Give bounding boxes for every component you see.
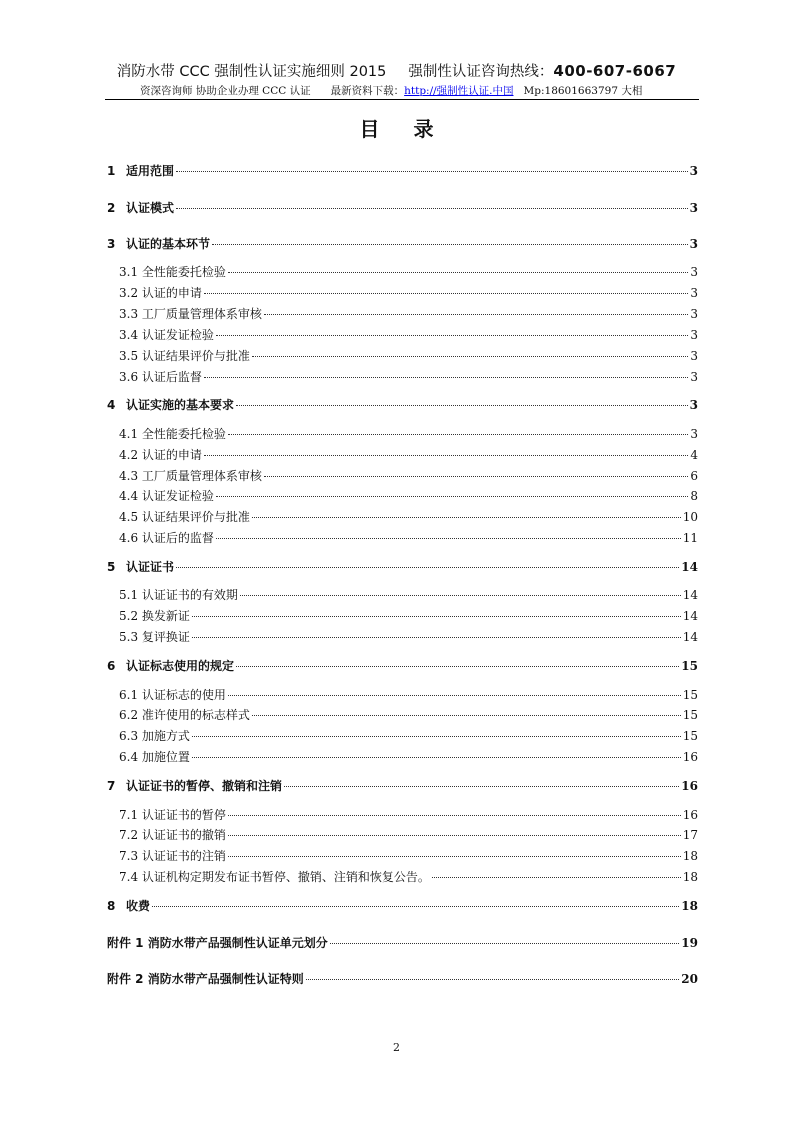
toc-subentry[interactable]: 3.1 全性能委托检验 3: [119, 265, 698, 279]
toc-subentry[interactable]: 3.5 认证结果评价与批准 3: [119, 349, 698, 363]
consultant-note: 资深咨询师 协助企业办理 CCC 认证: [140, 85, 311, 97]
toc-subentry[interactable]: 7.2 认证证书的撤销 17: [119, 828, 698, 842]
hotline-label: 强制性认证咨询热线：: [408, 64, 554, 80]
toc-subentry[interactable]: 4.1 全性能委托检验 3: [119, 427, 698, 441]
toc-entry[interactable]: 2 认证模式 3: [107, 201, 698, 215]
toc-subentry[interactable]: 6.4 加施位置 16: [119, 750, 698, 764]
download-label: 最新资料下载：: [330, 85, 405, 97]
toc-entry[interactable]: 3 认证的基本环节 3: [107, 237, 698, 251]
toc-subentry[interactable]: 4.5 认证结果评价与批准 10: [119, 510, 698, 524]
toc-subentry[interactable]: 4.6 认证后的监督 11: [119, 531, 698, 545]
toc-subentry[interactable]: 5.1 认证证书的有效期 14: [119, 588, 698, 602]
toc-entry[interactable]: 6 认证标志使用的规定 15: [107, 659, 698, 673]
toc-entry[interactable]: 4 认证实施的基本要求 3: [107, 398, 698, 412]
toc-entry[interactable]: 7 认证证书的暂停、撤销和注销 16: [107, 779, 698, 793]
toc-entry[interactable]: 8 收费 18: [107, 899, 698, 913]
toc-subentry[interactable]: 7.4 认证机构定期发布证书暂停、撤销、注销和恢复公告。 18: [119, 870, 698, 884]
toc-entry-appendix[interactable]: 附件 2 消防水带产品强制性认证特则 20: [107, 972, 698, 986]
toc-subentry[interactable]: 3.4 认证发证检验 3: [119, 328, 698, 342]
toc-entry-appendix[interactable]: 附件 1 消防水带产品强制性认证单元划分 19: [107, 936, 698, 950]
toc-subentry[interactable]: 3.6 认证后监督 3: [119, 370, 698, 384]
toc-subentry[interactable]: 5.2 换发新证 14: [119, 609, 698, 623]
toc-subentry[interactable]: 6.3 加施方式 15: [119, 729, 698, 743]
toc-subentry[interactable]: 7.1 认证证书的暂停 16: [119, 808, 698, 822]
toc-subentry[interactable]: 3.2 认证的申请 3: [119, 286, 698, 300]
download-link[interactable]: http://强制性认证.中国: [404, 85, 514, 97]
toc-subentry[interactable]: 4.3 工厂质量管理体系审核 6: [119, 469, 698, 483]
hotline-number: 400-607-6067: [553, 62, 677, 80]
toc-subentry[interactable]: 7.3 认证证书的注销 18: [119, 849, 698, 863]
contact-phone: Mp:18601663797 大相: [523, 85, 643, 97]
document-title: 消防水带 CCC 强制性认证实施细则 2015: [116, 64, 387, 80]
toc-subentry[interactable]: 4.4 认证发证检验 8: [119, 489, 698, 503]
toc-entry[interactable]: 1 适用范围 3: [107, 164, 698, 178]
header-divider: [105, 99, 699, 100]
toc-entry[interactable]: 5 认证证书 14: [107, 560, 698, 574]
toc-subentry[interactable]: 3.3 工厂质量管理体系审核 3: [119, 307, 698, 321]
running-header-subline: [140, 83, 680, 98]
toc-subentry[interactable]: 6.2 准许使用的标志样式 15: [119, 708, 698, 722]
toc-heading: 目录: [359, 117, 468, 141]
toc-subentry[interactable]: 6.1 认证标志的使用 15: [119, 688, 698, 702]
toc-subentry[interactable]: 5.3 复评换证 14: [119, 630, 698, 644]
page-number: 2: [393, 1041, 400, 1054]
toc-subentry[interactable]: 4.2 认证的申请 4: [119, 448, 698, 462]
running-header-title: [0, 60, 793, 81]
